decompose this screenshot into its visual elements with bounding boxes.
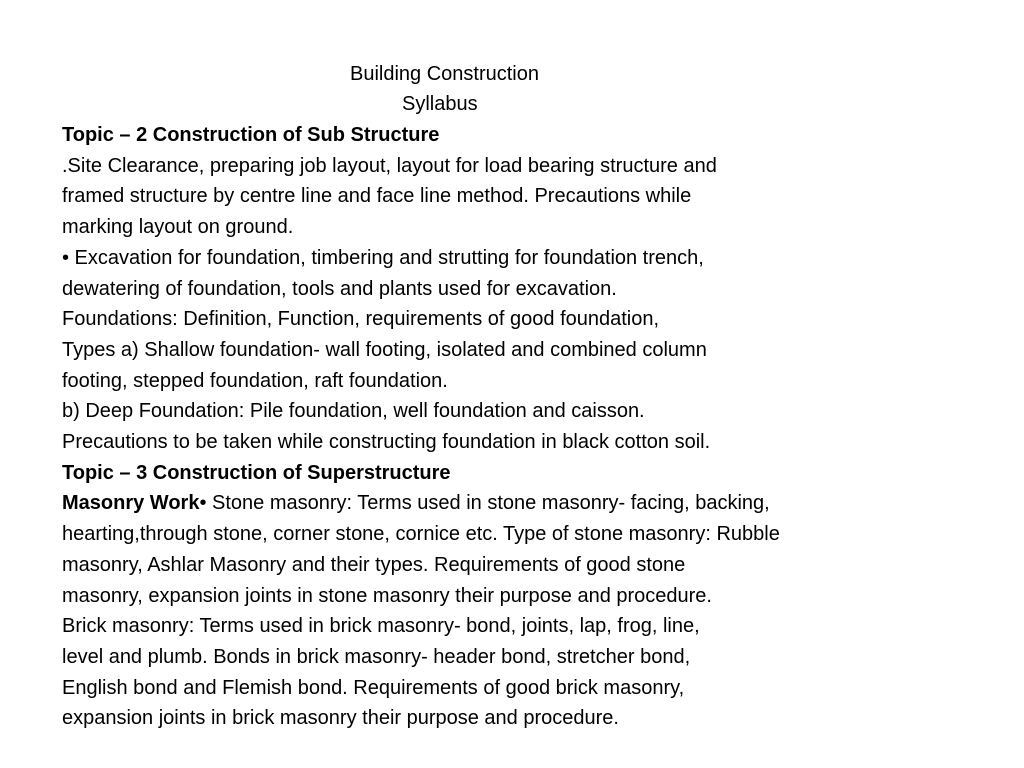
body-line: masonry, Ashlar Masonry and their types. Requirements of good stone bbox=[62, 553, 686, 576]
body-line: marking layout on ground. bbox=[62, 216, 294, 239]
slide-subtitle: Syllabus bbox=[402, 93, 478, 115]
body-line: English bond and Flemish bond. Requirements of good brick masonry, bbox=[62, 676, 685, 699]
body-line: masonry, expansion joints in stone masonry their purpose and procedure. bbox=[62, 584, 712, 607]
body-line: Types a) Shallow foundation- wall footing, isolated and combined column bbox=[62, 338, 707, 361]
body-line: .Site Clearance, preparing job layout, layout for load bearing structure and bbox=[62, 154, 717, 177]
masonry-work-lead: Masonry Work bbox=[62, 492, 200, 515]
body-line: expansion joints in brick masonry their purpose and procedure. bbox=[62, 707, 619, 730]
body-line: b) Deep Foundation: Pile foundation, well foundation and caisson. bbox=[62, 400, 645, 423]
masonry-work-text: • Stone masonry: Terms used in stone masonry- facing, backing, bbox=[199, 492, 770, 515]
masonry-work-line bbox=[62, 488, 1012, 519]
topic-3-heading: Topic – 3 Construction of Superstructure bbox=[62, 461, 451, 484]
body-line: level and plumb. Bonds in brick masonry- header bond, stretcher bond, bbox=[62, 645, 691, 668]
topic-2-heading: Topic – 2 Construction of Sub Structure bbox=[62, 124, 440, 146]
body-line: hearting,through stone, corner stone, cornice etc. Type of stone masonry: Rubble bbox=[62, 523, 780, 546]
body-line: dewatering of foundation, tools and plants used for excavation. bbox=[62, 277, 617, 300]
body-line: Precautions to be taken while constructing foundation in black cotton soil. bbox=[62, 431, 711, 454]
slide-title: Building Construction bbox=[350, 63, 539, 85]
body-line: framed structure by centre line and face line method. Precautions while bbox=[62, 185, 692, 208]
syllabus-body bbox=[62, 120, 1012, 734]
body-line: footing, stepped foundation, raft foundation. bbox=[62, 369, 448, 392]
body-line: • Excavation for foundation, timbering and strutting for foundation trench, bbox=[62, 246, 704, 269]
body-line: Foundations: Definition, Function, requirements of good foundation, bbox=[62, 308, 660, 331]
body-line: Brick masonry: Terms used in brick masonry- bond, joints, lap, frog, line, bbox=[62, 615, 700, 638]
